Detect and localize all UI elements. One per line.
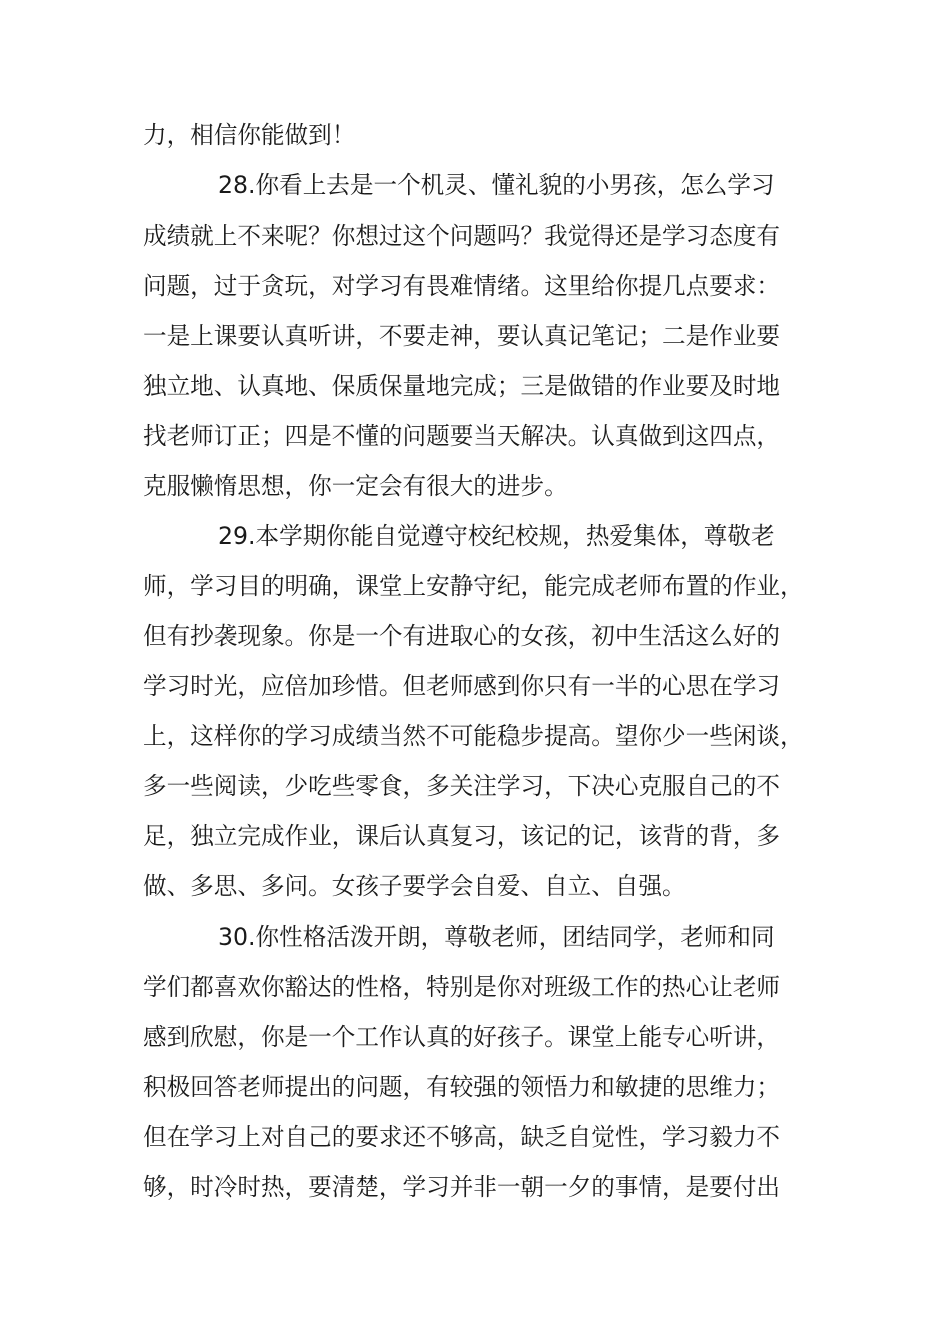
text-line: 成绩就上不来呢？你想过这个问题吗？我觉得还是学习态度有: [143, 222, 781, 250]
text-line: 但在学习上对自己的要求还不够高，缺乏自觉性，学习毅力不: [143, 1123, 781, 1151]
paragraph-28-first-line: 28.你看上去是一个机灵、懂礼貌的小男孩，怎么学习: [218, 171, 775, 199]
text-line: 师，学习目的明确，课堂上安静守纪，能完成老师布置的作业，: [143, 572, 804, 600]
text-line: 问题，过于贪玩，对学习有畏难情绪。这里给你提几点要求：: [143, 272, 781, 300]
text-line: 独立地、认真地、保质保量地完成；三是做错的作业要及时地: [143, 372, 781, 400]
text-line: 克服懒惰思想，你一定会有很大的进步。: [143, 472, 568, 500]
text-line: 上，这样你的学习成绩当然不可能稳步提高。望你少一些闲谈，: [143, 722, 804, 750]
text-line: 多一些阅读，少吃些零食，多关注学习，下决心克服自己的不: [143, 772, 781, 800]
text-line: 力，相信你能做到！: [143, 121, 356, 149]
text-line: 足，独立完成作业，课后认真复习，该记的记，该背的背，多: [143, 822, 781, 850]
text-line: 感到欣慰，你是一个工作认真的好孩子。课堂上能专心听讲，: [143, 1023, 781, 1051]
text-line: 够，时冷时热，要清楚，学习并非一朝一夕的事情，是要付出: [143, 1173, 781, 1201]
text-line: 但有抄袭现象。你是一个有进取心的女孩，初中生活这么好的: [143, 622, 781, 650]
text-line: 找老师订正；四是不懂的问题要当天解决。认真做到这四点，: [143, 422, 781, 450]
paragraph-30-first-line: 30.你性格活泼开朗，尊敬老师，团结同学，老师和同: [218, 923, 775, 951]
text-line: 学习时光，应倍加珍惜。但老师感到你只有一半的心思在学习: [143, 672, 781, 700]
text-line: 积极回答老师提出的问题，有较强的领悟力和敏捷的思维力；: [143, 1073, 781, 1101]
paragraph-29-first-line: 29.本学期你能自觉遵守校纪校规，热爱集体，尊敬老: [218, 522, 775, 550]
text-line: 做、多思、多问。女孩子要学会自爱、自立、自强。: [143, 872, 686, 900]
text-line: 学们都喜欢你豁达的性格，特别是你对班级工作的热心让老师: [143, 973, 781, 1001]
text-line: 一是上课要认真听讲，不要走神，要认真记笔记；二是作业要: [143, 322, 781, 350]
